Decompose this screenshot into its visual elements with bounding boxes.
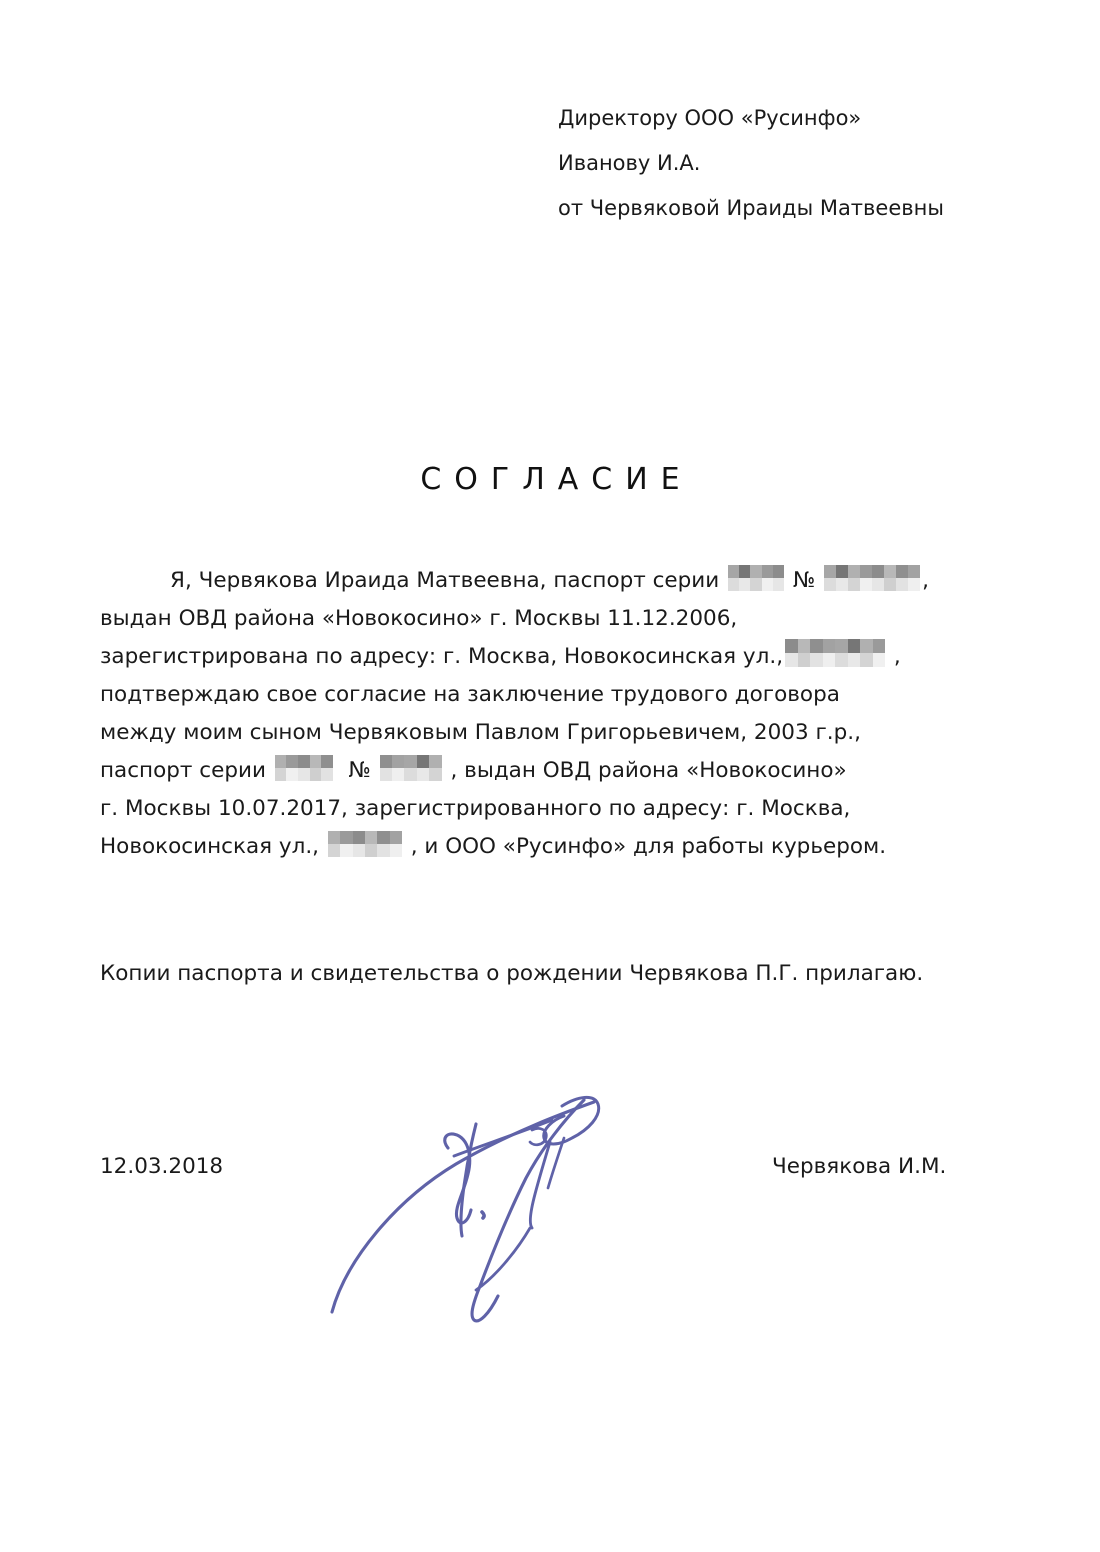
body-line-6-text-c: , выдан ОВД района «Новокосино»	[450, 758, 847, 783]
body-line-6-text-a: паспорт серии	[100, 758, 266, 783]
addressee-line-director: Директору ООО «Русинфо»	[558, 106, 862, 130]
body-line-3-text-b: ,	[893, 644, 901, 669]
body-line-1-number-label: №	[792, 568, 816, 593]
redacted-passport-number-1	[824, 565, 920, 591]
body-line-4: подтверждаю свое согласие на заключение трудового договора	[100, 682, 840, 707]
body-line-5: между моим сыном Червяковым Павлом Григорьевичем, 2003 г.р.,	[100, 720, 861, 745]
handwritten-signature	[326, 1090, 656, 1330]
body-line-2: выдан ОВД района «Новокосино» г. Москвы 11.12.2006,	[100, 606, 738, 631]
signature-row	[0, 1148, 1100, 1188]
redacted-passport-series-2	[275, 755, 333, 781]
body-line-8-text-a: Новокосинская ул.,	[100, 834, 320, 859]
attachments-line: Копии паспорта и свидетельства о рождении Червякова П.Г. прилагаю.	[100, 961, 924, 986]
addressee-line-from: от Червяковой Ираиды Матвеевны	[558, 196, 944, 220]
signature-date: 12.03.2018	[100, 1154, 224, 1179]
redacted-address-2	[328, 831, 402, 857]
signature-name: Червякова И.М.	[772, 1154, 947, 1179]
redacted-passport-series-1	[728, 565, 784, 591]
redacted-passport-number-2	[380, 755, 442, 781]
body-line-8-text-b: , и ООО «Русинфо» для работы курьером.	[410, 834, 887, 859]
page-title: СОГЛАСИЕ	[420, 462, 693, 497]
body-line-7: г. Москвы 10.07.2017, зарегистрированного по адресу: г. Москва,	[100, 796, 851, 821]
document-body	[100, 562, 1020, 866]
body-line-1	[100, 562, 1020, 600]
body-line-3-text-a: зарегистрирована по адресу: г. Москва, Новокосинская ул.,	[100, 644, 784, 669]
addressee-line-name: Иванову И.А.	[558, 151, 701, 175]
addressee-block	[558, 96, 1028, 231]
body-line-6-number-label: №	[348, 758, 371, 783]
body-line-6	[100, 752, 1020, 790]
body-line-8	[100, 828, 1020, 866]
body-line-1-text-a: Я, Червякова Ираида Матвеевна, паспорт серии	[170, 568, 720, 593]
body-line-1-text-c: ,	[922, 568, 930, 593]
redacted-address-1	[785, 639, 885, 667]
body-line-3	[100, 638, 1020, 676]
